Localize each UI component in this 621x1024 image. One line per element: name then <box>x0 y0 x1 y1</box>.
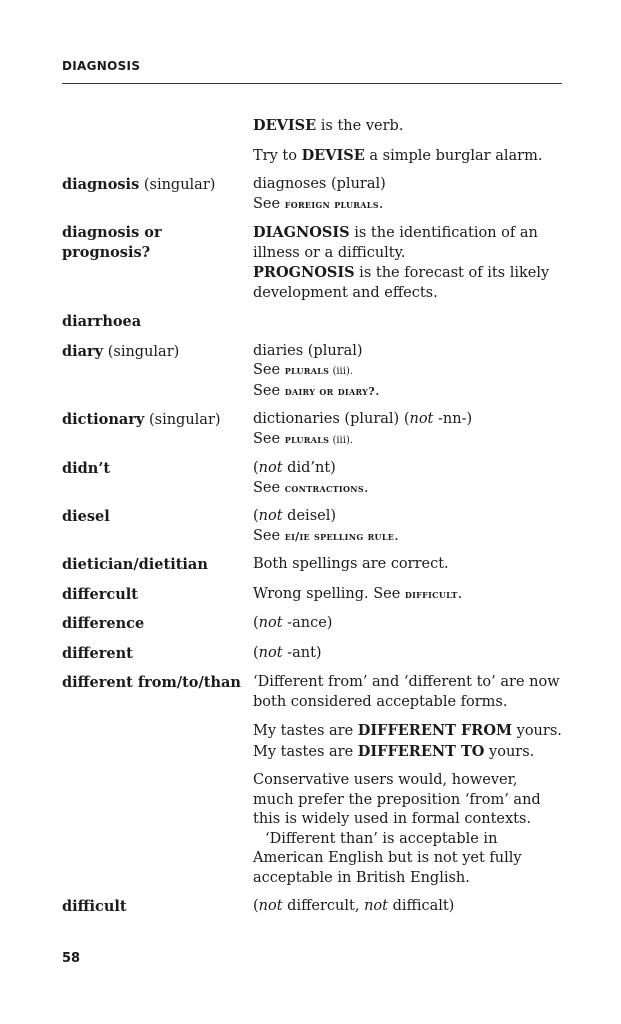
definition <box>253 897 562 918</box>
text: ( <box>253 615 259 631</box>
headword <box>62 223 253 303</box>
definition-line <box>253 644 562 664</box>
text: deisel) <box>282 508 337 524</box>
cross-reference <box>253 361 562 382</box>
text: is the identification of an illness or a difficulty. <box>253 225 538 261</box>
definition <box>253 555 562 576</box>
cross-reference <box>253 479 562 499</box>
keyword: DIFFERENT FROM <box>357 722 513 739</box>
grammar-note: (singular) <box>139 177 216 193</box>
text: ( <box>253 460 259 476</box>
headword-text: diarrhoea <box>62 313 142 330</box>
headword-text: diary <box>62 342 104 360</box>
entry-difference <box>62 614 562 635</box>
headword <box>62 312 253 333</box>
headword <box>62 507 253 546</box>
headword-text: difficult <box>62 898 127 915</box>
cross-reference <box>253 527 562 547</box>
definition <box>253 175 562 214</box>
entry-diagnosis <box>62 175 562 214</box>
definition-line <box>253 263 562 303</box>
text: ( <box>253 898 259 914</box>
text: ( <box>253 508 259 524</box>
headword <box>62 342 253 402</box>
cross-reference <box>253 382 562 402</box>
definition <box>253 614 562 635</box>
definition-line: diagnoses (plural) <box>253 176 386 192</box>
definition <box>253 342 562 402</box>
grammar-note: (singular) <box>103 343 180 360</box>
definition-paragraph: Conservative users would, however, much prefer the preposition ‘from’ and this is widely used in formal contexts. <box>253 772 541 827</box>
ref-number: (iii). <box>329 434 354 446</box>
headword-text: diagnosis <box>62 176 140 193</box>
headword-text: didn’t <box>62 460 111 477</box>
text: is the forecast of its likely development and effects. <box>253 265 550 301</box>
definition-line <box>253 614 562 634</box>
entry-differcult <box>62 585 562 606</box>
text: differcult, <box>282 898 365 914</box>
see-label: See <box>253 430 285 447</box>
headword <box>62 644 253 665</box>
text: . <box>363 479 369 496</box>
definition-line: Both spellings are correct. <box>253 556 449 572</box>
see-ref: ei/ie spelling rule <box>284 529 395 543</box>
not-italic: not <box>258 898 283 914</box>
not-italic: not <box>258 508 283 524</box>
headword-text: diesel <box>62 508 110 525</box>
definition-line <box>253 116 562 137</box>
cross-reference <box>253 430 562 451</box>
see-ref: difficult <box>404 587 458 601</box>
text: . <box>374 382 380 399</box>
see-label: See <box>253 195 285 212</box>
definition <box>253 644 562 665</box>
running-head: DIAGNOSIS <box>62 59 141 73</box>
see-ref: dairy or diary? <box>284 384 375 398</box>
headword <box>62 673 253 888</box>
not-italic: not <box>258 615 283 631</box>
header-rule <box>62 83 562 84</box>
keyword: DIAGNOSIS <box>253 224 350 241</box>
text: ( <box>253 644 259 661</box>
definition <box>253 507 562 546</box>
text: Wrong spelling. See <box>253 585 405 602</box>
page-number: 58 <box>62 951 81 966</box>
definition-line <box>253 223 562 263</box>
definition <box>253 312 562 333</box>
entry-devise-continued <box>62 116 562 166</box>
headword <box>62 585 253 606</box>
see-label: See <box>253 479 285 496</box>
entry-diary <box>62 342 562 402</box>
text: -nn-) <box>433 411 473 427</box>
headword <box>62 614 253 635</box>
grammar-note: (singular) <box>144 412 221 428</box>
headword <box>62 175 253 214</box>
text: Try to <box>253 147 302 164</box>
see-ref: plurals <box>284 364 330 377</box>
text: dictionaries (plural) ( <box>253 411 410 427</box>
text: My tastes are <box>253 723 358 739</box>
headword-text: dictionary <box>62 411 145 428</box>
headword-text: different from/to/than <box>62 674 241 691</box>
headword <box>62 459 253 498</box>
definition <box>253 673 562 888</box>
text: difficalt) <box>387 898 455 914</box>
definition-line: diaries (plural) <box>253 342 363 359</box>
entry-diagnosis-or-prognosis <box>62 223 562 303</box>
keyword: PROGNOSIS <box>253 264 355 281</box>
entry-diarrhoea <box>62 312 562 333</box>
not-italic: not <box>409 411 434 427</box>
headword <box>62 897 253 918</box>
see-label: See <box>253 362 285 378</box>
see-ref: contractions <box>284 481 364 495</box>
example-sentence <box>253 721 562 742</box>
example-sentence <box>253 742 562 763</box>
definition-line <box>253 585 562 605</box>
entry-diesel <box>62 507 562 546</box>
not-italic: not <box>364 898 388 914</box>
see-ref: foreign plurals <box>284 197 379 211</box>
text: a simple burglar alarm. <box>364 147 543 164</box>
definition-line <box>253 459 562 479</box>
definition <box>253 459 562 498</box>
definition <box>253 116 562 166</box>
keyword: DIFFERENT TO <box>357 742 485 760</box>
headword-empty <box>62 116 253 166</box>
headword-text: dietician/dietitian <box>62 556 208 573</box>
example-sentence <box>253 146 562 167</box>
text: -ance) <box>282 615 333 631</box>
text: did’nt) <box>282 460 336 476</box>
headword <box>62 555 253 576</box>
see-label: See <box>253 527 285 544</box>
text: . <box>394 527 399 544</box>
text: is the verb. <box>316 118 404 134</box>
entry-dictionary <box>62 410 562 450</box>
text: . <box>378 195 384 212</box>
keyword: DEVISE <box>301 146 365 164</box>
definition-line <box>253 897 562 917</box>
definition <box>253 223 562 303</box>
text: My tastes are <box>253 743 358 760</box>
definition <box>253 410 562 450</box>
ref-number: (iii). <box>329 366 354 377</box>
definition-line <box>253 410 562 430</box>
definition-paragraph: ‘Different from’ and ‘different to’ are now both considered acceptable forms. <box>253 674 560 710</box>
see-ref: plurals <box>284 432 330 446</box>
definition-line <box>253 507 562 527</box>
headword-text: difference <box>62 615 145 632</box>
definition-paragraph: ‘Different than’ is acceptable in American English but is not yet fully acceptable in British English. <box>253 830 522 886</box>
not-italic: not <box>258 644 283 661</box>
text: yours. <box>484 743 535 760</box>
text: -ant) <box>282 644 322 661</box>
entry-dietician <box>62 555 562 576</box>
dictionary-entries <box>62 116 562 927</box>
text: . <box>457 585 463 602</box>
keyword: DEVISE <box>253 117 317 134</box>
cross-reference <box>253 195 562 215</box>
headword-text: diagnosis or prognosis? <box>62 224 162 261</box>
definition <box>253 585 562 606</box>
headword-text: different <box>62 644 133 662</box>
headword <box>62 410 253 450</box>
entry-didnt <box>62 459 562 498</box>
entry-different-from-to-than <box>62 673 562 888</box>
see-label: See <box>253 382 285 399</box>
entry-different <box>62 644 562 665</box>
not-italic: not <box>258 460 283 476</box>
headword-text: differcult <box>62 585 138 603</box>
text: yours. <box>512 723 562 739</box>
entry-difficult <box>62 897 562 918</box>
